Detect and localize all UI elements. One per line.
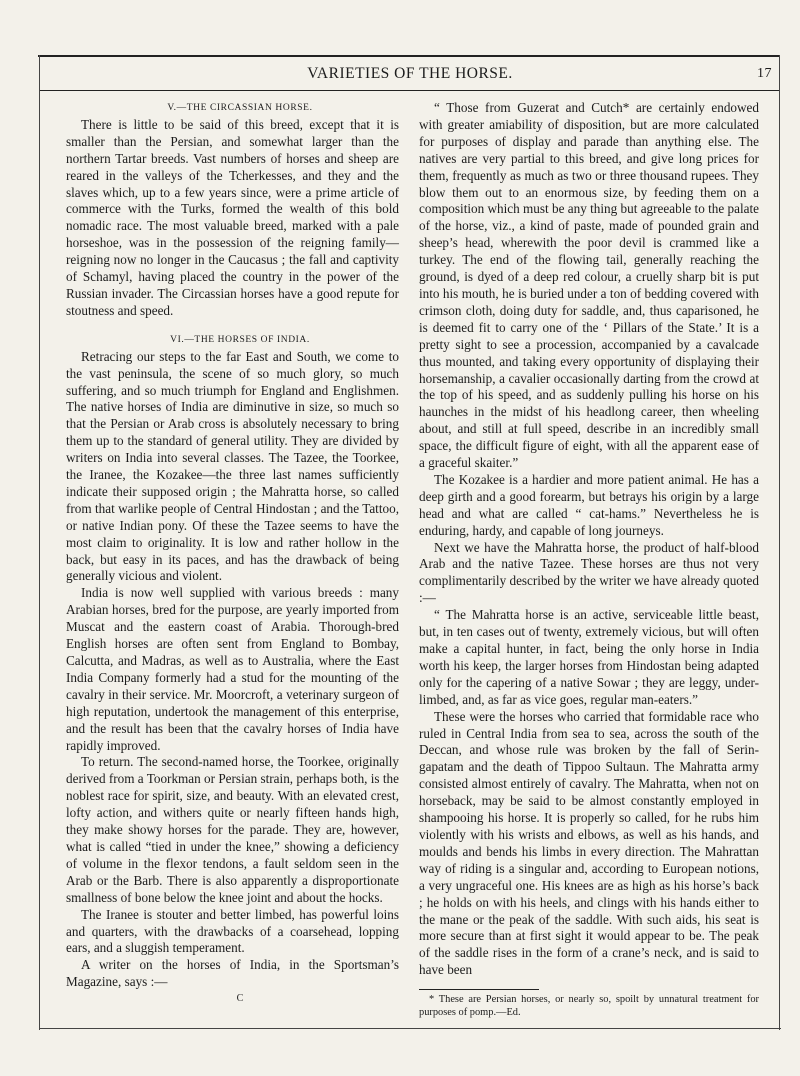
footnote: * These are Persian horses, or nearly so, spoilt by unnatural treatment for purposes of pomp.—Ed. [419,994,759,1018]
paragraph: To return. The second-named horse, the Toorkee, originally derived from a Toorkman or Persian strain, perhaps both, is the noblest race for spirit, size, and beauty. With an elevated crest, lofty action, and withers quite or nearly fifteen hands high, they make showy horses for the parade. They are, however, what is called “tied in under the knee,” showing a deficiency of volume in the flexor tendons, a fault seldom seen in the Arab or the Barb. There is also apparently a disproportionate smallness of bone below the knee joint and about the hocks. [66,754,399,905]
page-number: 17 [757,66,772,81]
paragraph: The Kozakee is a hardier and more patient animal. He has a deep girth and a good forearm, but betrays his origin by a large head and what are called “ cat-hams.” Nevertheless he is enduring, hardy, and capable of long journeys. [419,471,759,538]
paragraph: These were the horses who carried that formidable race who ruled in Central India from sea to sea, across the south of the Deccan, and whose rule was broken by the fall of Serin-gapatam and the death of Tippoo Sultaun. The Mahratta army consisted almost entirely of cavalry. The Mahratta, when not on horseback, may be said to be almost constantly employed in shampooing his horse. It is properly so called, for he rubs him violently with his wrists and elbows, as well as his hands, and moulds and bends his limbs in every direction. The Mahrattan way of riding is a singular and, according to European notions, a very ungraceful one. His knees are as high as his horse’s back ; he holds on with his heels, and clings with his hands either to the mane or the peak of the saddle. With such aids, his seat is more secure than at first sight it would appear to be. The peak of the saddle rises in the form of a crane’s neck, and is said to have been [419,708,759,978]
paragraph: Next we have the Mahratta horse, the product of half-blood Arab and the native Tazee. These horses are thus not very complimentarily described by the writer we have already quoted :— [419,539,759,606]
top-border-rule [38,55,780,57]
running-header [40,58,780,90]
section-heading-india: VI.—THE HORSES OF INDIA. [170,334,310,345]
paragraph: India is now well supplied with various breeds : many Arabian horses, bred for the purpose, are yearly imported from Muscat and the eastern coast of Arabia. Thorough-bred English horses are often sent from England to Bombay, Calcutta, and Madras, as well as to Australia, where the East India Company formerly had a stud for the mounting of the cavalry in their service. Mr. Moorcroft, a veterinary surgeon of high reputation, undertook the management of this enterprise, and the result has been that the cavalry horses of India have rapidly improved. [66,585,399,753]
paragraph: Retracing our steps to the far East and South, we come to the vast peninsula, the scene of so much glory, so much suffering, and so much triumph for England and Englishmen. The native horses of India are diminutive in size, so much so that the Persian or Arab cross is absolutely necessary to bring them up to the standard of general utility. They are divided by writers on India into several classes. The Tazee, the Toorkee, the Iranee, the Kozakee—the three last names sufficiently indicate their supposed origin ; the Mahratta horse, so called from that warlike people of Central Hindostan ; and the Tattoo, or native Indian pony. Of these the Tazee seems to have the most claim to originality. It is low and rather hollow in the back, but easy in its paces, and has the drawback of being generally vicious and violent. [66,348,399,584]
signature-mark: C [236,993,244,1005]
section-heading-circassian: V.—THE CIRCASSIAN HORSE. [167,103,313,113]
quoted-paragraph: “ The Mahratta horse is an active, serviceable little beast, but, in ten cases out of twenty, extremely vicious, but will often make a capital hunter, in fact, being the only horse in India worth his keep, the larger horses from Hindostan being adapted only for the capering of a native Sowar ; they are leggy, under-limbed, and, as far as vice goes, regular man-eaters.” [419,607,759,707]
header-rule [40,90,780,91]
bottom-border-rule [39,1028,781,1029]
right-column [419,100,759,1019]
running-title: VARIETIES OF THE HORSE. [307,65,513,82]
quoted-paragraph: “ Those from Guzerat and Cutch* are certainly endowed with greater amiability of disposition, but are more calculated for purposes of display and parade than anything else. The natives are very partial to this breed, and give long prices for them, frequently as much as two or three thousand rupees. They blow them out to an enormous size, by feeding them on a composition which must be any thing but agreeable to the palate of the horse, viz., a kind of paste, made of pounded grain and sheep’s head, wherewith the poor devil is crammed like a turkey. The end of the flowing tail, generally reaching the ground, is dyed of a deep red colour, a cruelly sharp bit is put into his mouth, he is buried under a ton of bedding covered with crimson cloth, doing duty for saddle, and, thus caparisoned, he is deemed fit to carry one of the ‘ Pillars of the State.’ It is a pretty sight to see a procession, accompanied by a cavalcade thus mounted, and taking every opportunity of displaying their horsemanship, a cavalier occasionally darting from the crowd at the top of his speed, and as suddenly pulling his horse on his haunches in the midst of his headlong career, then wheeling about, and still at full speed, describe in an incredibly small space, the difficult figure of eight, with all the apparent ease of a graceful skaiter.” [419,100,759,471]
paragraph: The Iranee is stouter and better limbed, has powerful loins and quarters, with the drawbacks of a coarsehead, lopping ears, and a sluggish temperament. [66,906,399,956]
footnote-rule [419,989,539,990]
paragraph: There is little to be said of this breed, except that it is smaller than the Persian, and somewhat larger than the northern Tartar breeds. Vast numbers of horses and sheep are reared in the valleys of the Tcherkesses, and they and the slaves which, up to a few years since, were a prime article of commerce with the Turks, formed the wealth of this bold nomadic race. The most valuable breed, marked with a pale horseshoe, was in the possession of the reigning family—reigning now no longer in the Caucasus ; the fall and captivity of Schamyl, having placed the country in the power of the Russian invader. The Circassian horses have a good repute for stoutness and speed. [66,116,399,318]
paragraph: A writer on the horses of India, in the Sportsman’s Magazine, says :— [66,957,399,990]
right-border-rule [779,55,780,1030]
left-column [66,100,399,1008]
left-border-rule [39,55,40,1030]
